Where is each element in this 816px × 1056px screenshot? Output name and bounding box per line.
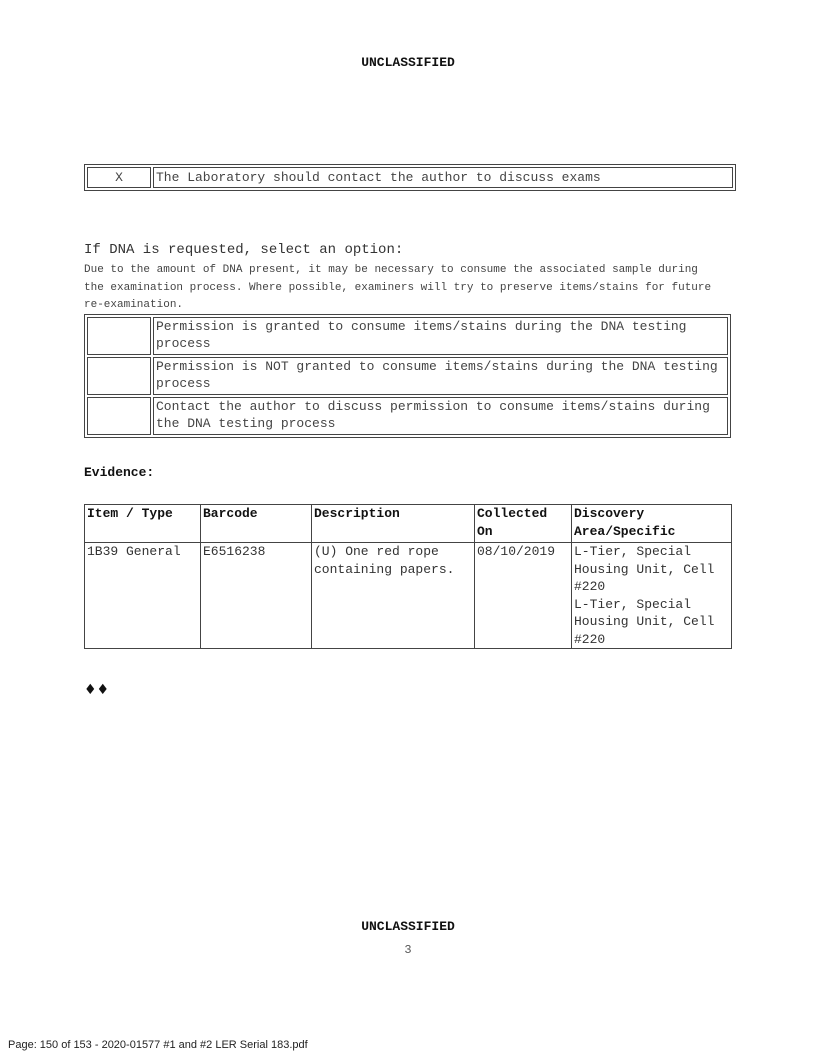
contact-option-checkbox[interactable]: X xyxy=(87,167,151,188)
dna-option-contact-checkbox[interactable] xyxy=(87,397,151,435)
dna-heading: If DNA is requested, select an option: xyxy=(84,242,404,258)
evidence-header-row xyxy=(85,505,732,543)
discovery-area-line: L-Tier, Special Housing Unit, Cell #220 xyxy=(574,596,715,647)
cell-collected-on: 08/10/2019 xyxy=(475,543,572,649)
cell-item-type: 1B39 General xyxy=(85,543,201,649)
contact-option-text: The Laboratory should contact the author to discuss exams xyxy=(153,167,733,188)
dna-options-table xyxy=(84,314,731,438)
cell-discovery-area xyxy=(572,543,732,649)
dna-option-row xyxy=(87,317,728,355)
diamond-marks: ♦♦ xyxy=(84,682,110,698)
column-header-collected-on: Collected On xyxy=(475,505,572,543)
footer-classification: UNCLASSIFIED xyxy=(361,919,455,934)
evidence-label: Evidence: xyxy=(84,465,155,480)
table-row xyxy=(85,543,732,649)
contact-option-row xyxy=(87,167,733,188)
dna-option-contact-text: Contact the author to discuss permission to consume items/stains during the DNA testing process xyxy=(153,397,728,435)
dna-option-not-granted-checkbox[interactable] xyxy=(87,357,151,395)
column-header-discovery-area: Discovery Area/Specific xyxy=(572,505,732,543)
dna-option-row xyxy=(87,397,728,435)
pdf-page-info: Page: 150 of 153 - 2020-01577 #1 and #2 LER Serial 183.pdf xyxy=(8,1039,308,1051)
page-number: 3 xyxy=(404,943,412,957)
cell-barcode: E6516238 xyxy=(201,543,312,649)
cell-description: (U) One red rope containing papers. xyxy=(312,543,475,649)
contact-option-table xyxy=(84,164,736,191)
dna-option-not-granted-text: Permission is NOT granted to consume items/stains during the DNA testing process xyxy=(153,357,728,395)
dna-note: Due to the amount of DNA present, it may be necessary to consume the associated sample during the examination process. Where possible, examiners will try to preserve items/stains for future re-examination. xyxy=(84,264,712,311)
evidence-table xyxy=(84,504,732,649)
column-header-barcode: Barcode xyxy=(201,505,312,543)
column-header-item-type: Item / Type xyxy=(85,505,201,543)
dna-option-row xyxy=(87,357,728,395)
dna-option-granted-text: Permission is granted to consume items/stains during the DNA testing process xyxy=(153,317,728,355)
column-header-description: Description xyxy=(312,505,475,543)
header-classification: UNCLASSIFIED xyxy=(361,55,455,70)
discovery-area-line: L-Tier, Special Housing Unit, Cell #220 xyxy=(574,544,715,594)
dna-option-granted-checkbox[interactable] xyxy=(87,317,151,355)
